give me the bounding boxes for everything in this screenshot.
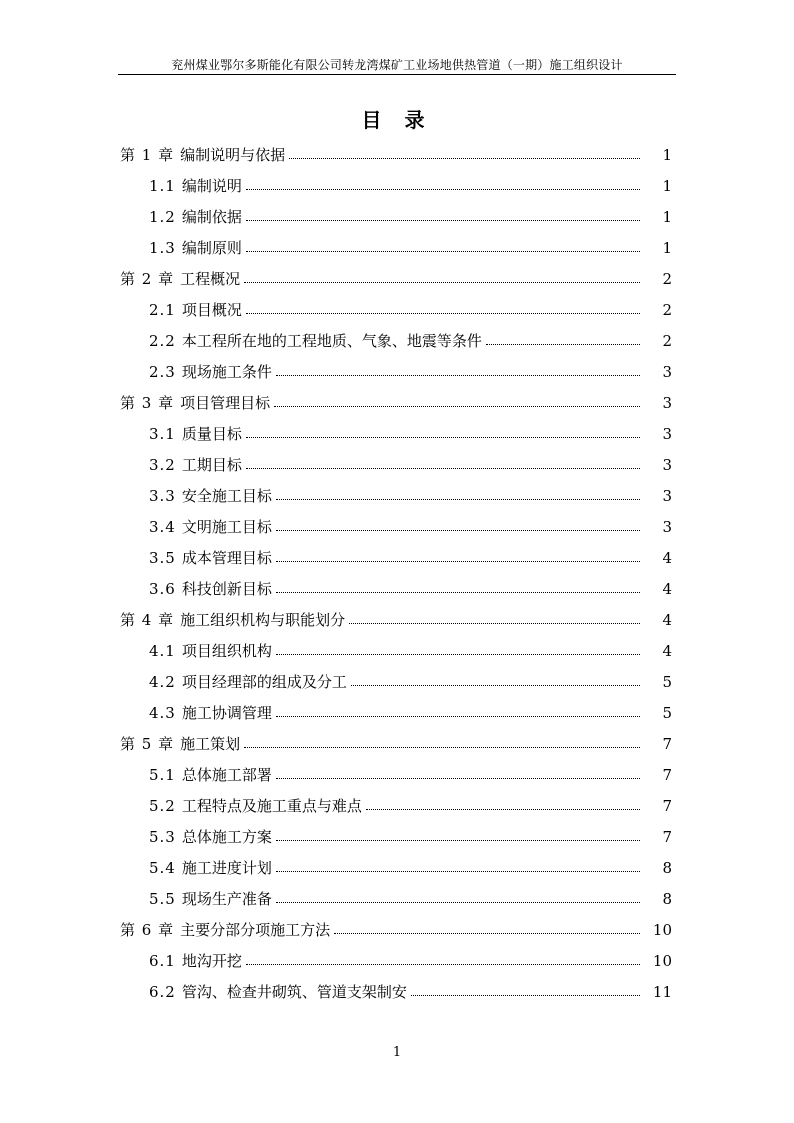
toc-section-entry[interactable] [120,635,672,666]
toc-entry-label: 总体施工方案 [181,828,272,846]
toc-section-entry[interactable] [120,790,672,821]
toc-entry-number: 4.3 [149,703,176,722]
toc-dot-leader [246,189,640,190]
toc-entry-label: 施工协调管理 [181,704,272,722]
toc-dot-leader [334,933,640,934]
toc-section-entry[interactable] [120,821,672,852]
toc-dot-leader [244,747,640,748]
toc-entry-page: 3 [662,486,672,505]
toc-dot-leader [276,871,640,872]
toc-entry-number: 5.4 [149,858,176,877]
toc-dot-leader [351,685,640,686]
toc-dot-leader [276,375,640,376]
toc-entry-number: 第 5 章 [120,735,175,753]
toc-dot-leader [276,654,640,655]
toc-entry-label: 地沟开挖 [181,952,242,970]
toc-dot-leader [276,902,640,903]
toc-entry-page: 2 [662,300,672,319]
running-header: 兖州煤业鄂尔多斯能化有限公司转龙湾煤矿工业场地供热管道（一期）施工组织设计 [171,58,623,72]
toc-dot-leader [276,840,640,841]
toc-dot-leader [411,995,640,996]
toc-section-entry[interactable] [120,883,672,914]
toc-entry-label: 编制依据 [181,208,242,226]
toc-entry-number: 3.5 [149,548,176,567]
toc-entry-label: 施工进度计划 [181,859,272,877]
toc-section-entry[interactable] [120,201,672,232]
toc-dot-leader [246,313,640,314]
toc-entry-number: 3.4 [149,517,176,536]
toc-entry-label: 施工组织机构与职能划分 [180,611,346,629]
toc-entry-number: 1.3 [149,238,176,257]
toc-section-entry[interactable] [120,511,672,542]
toc-entry-number: 第 3 章 [120,394,175,412]
toc-entry-label: 项目组织机构 [181,642,272,660]
toc-dot-leader [486,344,640,345]
toc-entry-number: 2.2 [149,331,176,350]
toc-title: 目 录 [361,108,433,132]
toc-entry-number: 5.1 [149,765,176,784]
toc-entry-label: 项目概况 [181,301,242,319]
toc-section-entry[interactable] [120,573,672,604]
toc-chapter-entry[interactable] [120,914,672,945]
toc-entry-number: 5.5 [149,889,176,908]
header-rule [118,74,676,75]
toc-entry-page: 3 [662,424,672,443]
toc-entry-number: 1.1 [149,176,176,195]
toc-entry-label: 项目管理目标 [180,394,271,412]
toc-entry-number: 3.6 [149,579,176,598]
toc-dot-leader [276,499,640,500]
toc-dot-leader [274,406,640,407]
toc-entry-label: 编制说明 [181,177,242,195]
toc-entry-number: 第 2 章 [120,270,175,288]
toc-entry-page: 10 [652,951,672,970]
toc-section-entry[interactable] [120,759,672,790]
toc-entry-number: 第 4 章 [120,611,175,629]
toc-chapter-entry[interactable] [120,139,672,170]
toc-section-entry[interactable] [120,976,672,1007]
toc-chapter-entry[interactable] [120,728,672,759]
toc-entry-number: 3.1 [149,424,176,443]
toc-dot-leader [276,530,640,531]
toc-entry-label: 现场施工条件 [181,363,272,381]
toc-section-entry[interactable] [120,542,672,573]
toc-entry-label: 本工程所在地的工程地质、气象、地震等条件 [181,332,482,350]
toc-section-entry[interactable] [120,666,672,697]
toc-entry-page: 3 [662,517,672,536]
toc-section-entry[interactable] [120,170,672,201]
toc-entry-number: 3.2 [149,455,176,474]
toc-dot-leader [276,716,640,717]
toc-dot-leader [276,561,640,562]
toc-section-entry[interactable] [120,418,672,449]
toc-section-entry[interactable] [120,294,672,325]
toc-entry-page: 1 [662,238,672,257]
toc-entry-number: 4.1 [149,641,176,660]
toc-entry-label: 质量目标 [181,425,242,443]
toc-entry-number: 第 1 章 [120,146,175,164]
toc-entry-page: 1 [662,176,672,195]
toc-entry-label: 编制说明与依据 [180,146,286,164]
toc-entry-label: 管沟、检查井砌筑、管道支架制安 [181,983,407,1001]
toc-entry-page: 3 [662,455,672,474]
page-number: 1 [392,1045,402,1060]
toc-entry-label: 成本管理目标 [181,549,272,567]
toc-entry-label: 总体施工部署 [181,766,272,784]
toc-entry-label: 编制原则 [181,239,242,257]
toc-entry-page: 10 [652,920,672,939]
toc-entry-page: 8 [662,889,672,908]
toc-section-entry[interactable] [120,356,672,387]
toc-entry-label: 工程概况 [180,270,241,288]
toc-entry-page: 4 [662,579,672,598]
toc-entry-page: 7 [662,734,672,753]
toc-entry-label: 科技创新目标 [181,580,272,598]
toc-entry-page: 8 [662,858,672,877]
toc-section-entry[interactable] [120,852,672,883]
toc-entry-page: 11 [652,982,672,1001]
toc-entry-label: 安全施工目标 [181,487,272,505]
toc-entry-page: 2 [662,269,672,288]
toc-dot-leader [244,282,640,283]
table-of-contents [120,139,672,1007]
toc-entry-label: 文明施工目标 [181,518,272,536]
toc-section-entry[interactable] [120,449,672,480]
toc-entry-page: 7 [662,827,672,846]
toc-section-entry[interactable] [120,697,672,728]
toc-section-entry[interactable] [120,325,672,356]
toc-entry-page: 2 [662,331,672,350]
toc-entry-page: 4 [662,641,672,660]
toc-section-entry[interactable] [120,945,672,976]
toc-entry-page: 3 [662,362,672,381]
toc-section-entry[interactable] [120,232,672,263]
toc-entry-number: 6.2 [149,982,176,1001]
toc-entry-page: 4 [662,548,672,567]
toc-entry-page: 4 [662,610,672,629]
toc-dot-leader [246,437,640,438]
toc-entry-number: 6.1 [149,951,176,970]
toc-entry-label: 工程特点及施工重点与难点 [181,797,362,815]
toc-section-entry[interactable] [120,480,672,511]
toc-entry-page: 1 [662,207,672,226]
toc-dot-leader [276,592,640,593]
toc-entry-page: 5 [662,703,672,722]
toc-chapter-entry[interactable] [120,604,672,635]
toc-dot-leader [246,964,640,965]
toc-dot-leader [246,220,640,221]
toc-entry-label: 工期目标 [181,456,242,474]
toc-chapter-entry[interactable] [120,387,672,418]
toc-entry-number: 5.2 [149,796,176,815]
toc-dot-leader [349,623,640,624]
toc-entry-label: 项目经理部的组成及分工 [181,673,347,691]
toc-entry-page: 7 [662,765,672,784]
toc-chapter-entry[interactable] [120,263,672,294]
toc-entry-number: 5.3 [149,827,176,846]
toc-entry-page: 5 [662,672,672,691]
toc-entry-number: 3.3 [149,486,176,505]
toc-entry-page: 3 [662,393,672,412]
toc-entry-label: 主要分部分项施工方法 [180,921,331,939]
toc-entry-number: 2.3 [149,362,176,381]
toc-entry-label: 现场生产准备 [181,890,272,908]
toc-entry-label: 施工策划 [180,735,241,753]
toc-entry-page: 1 [662,145,672,164]
toc-entry-number: 2.1 [149,300,176,319]
toc-dot-leader [246,251,640,252]
toc-entry-number: 第 6 章 [120,921,175,939]
toc-entry-page: 7 [662,796,672,815]
toc-dot-leader [366,809,640,810]
toc-dot-leader [276,778,640,779]
toc-entry-number: 1.2 [149,207,176,226]
toc-dot-leader [289,158,640,159]
toc-entry-number: 4.2 [149,672,176,691]
toc-dot-leader [246,468,640,469]
